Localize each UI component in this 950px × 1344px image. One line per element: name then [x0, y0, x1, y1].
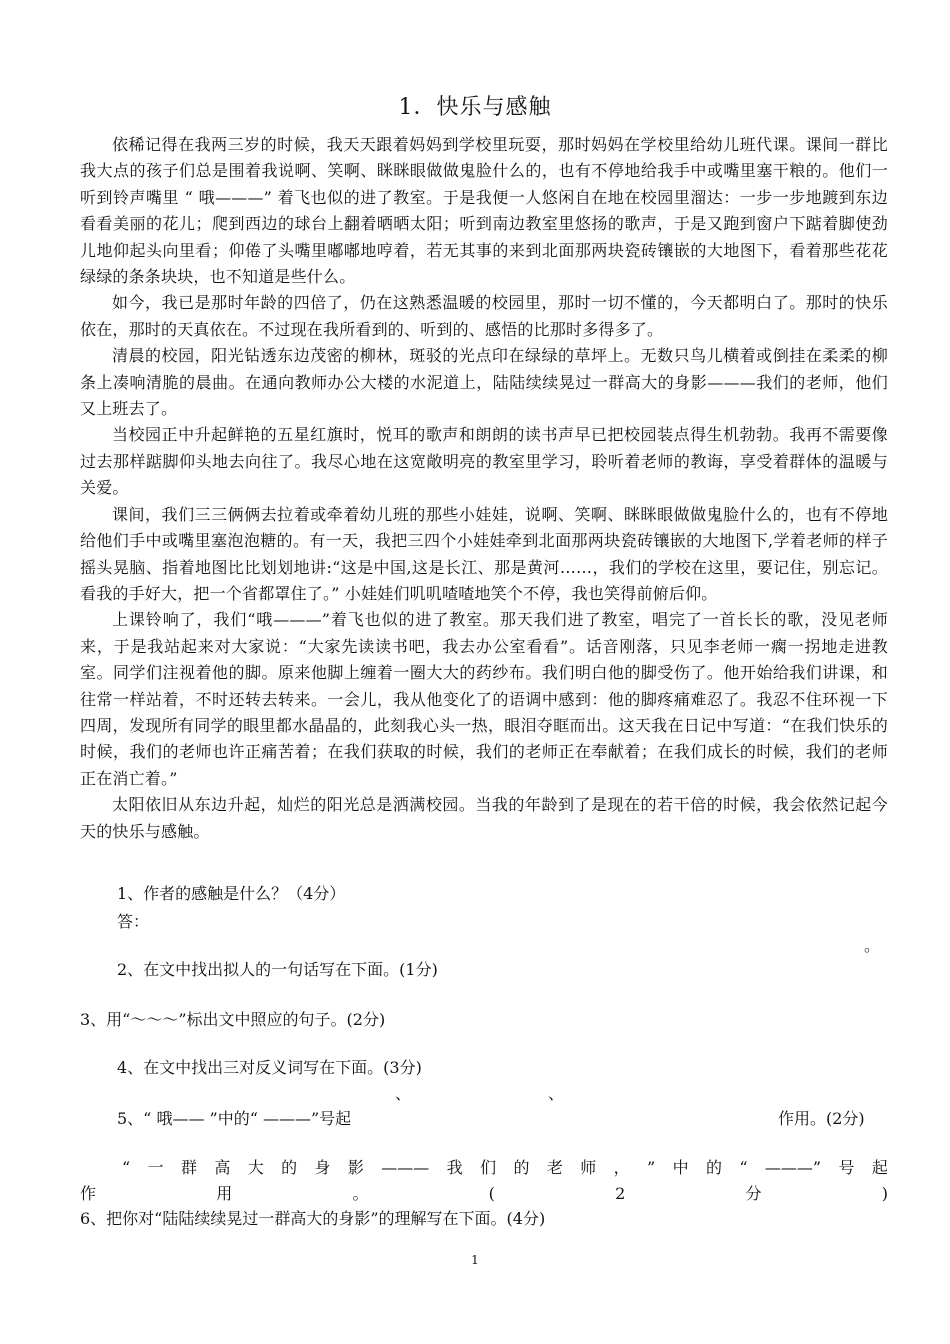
q6-char: 老 — [546, 1158, 563, 1177]
question-7: 6、把你对“陆陆续续晃过一群高大的身影”的理解写在下面。(4分) — [80, 1209, 546, 1228]
article-body — [80, 132, 888, 845]
question-6-line-1 — [80, 1155, 888, 1181]
page-title: 1．快乐与感触 — [398, 95, 552, 120]
q6-char: 大 — [247, 1158, 264, 1177]
question-6-line-2 — [80, 1181, 888, 1207]
q6-char: 我 — [446, 1158, 463, 1177]
page-number: 1 — [471, 1253, 479, 1267]
paragraph: 依稀记得在我两三岁的时候，我天天跟着妈妈到学校里玩耍，那时妈妈在学校里给幼儿班代课。课间一群比我大点的孩子们总是围着我说啊、笑啊、眯眯眼做做鬼脸什么的，也有不停地给我手中或嘴里塞干粮的。他们一听到铃声嘴里 “ 哦———” 着飞也似的进了教室。于是我便一人悠闲自在地在校园里溜达：一步一步地踱到东边看看美丽的花儿；爬到西边的球台上翻着晒晒太阳；听到南边教室里悠扬的歌声，于是又跑到窗户下踮着脚使劲儿地仰起头向里看；仰倦了头嘴里嘟嘟地哼着，若无其事的来到北面那两块瓷砖镶嵌的大地图下，看着那些花花绿绿的条条块块，也不知道是些什么。 — [80, 135, 888, 287]
question-6-block — [80, 1155, 888, 1207]
q6-char: ) — [881, 1184, 888, 1203]
question-4: 4、在文中找出三对反义词写在下面。(3分) — [117, 1058, 422, 1077]
q6-char: “ — [122, 1158, 131, 1177]
question-3: 3、用“～～～”标出文中照应的句子。(2分) — [80, 1010, 386, 1029]
q6-char: 。 — [352, 1184, 369, 1203]
paragraph: 上课铃响了，我们“哦———”着飞也似的进了教室。那天我们进了教室，唱完了一首长长的歌，没见老师来，于是我站起来对大家说：“大家先读读书吧，我去办公室看看”。话音刚落，只见李老师一瘸一拐地走进教室。同学们注视着他的脚。原来他脚上缠着一圈大大的药纱布。我们明白他的脚受伤了。他开始给我们讲课，和往常一样站着，不时还转去转来。一会儿，我从他变化了的语调中感到：他的脚疼痛难忍了。我忍不住环视一下四周，发现所有同学的眼里都水晶晶的，此刻我心头一热，眼泪夺眶而出。这天我在日记中写道：“在我们快乐的时候，我们的老师也许正痛苦着；在我们获取的时候，我们的老师正在奉献着；在我们成长的时候，我们的老师正在消亡着。” — [80, 610, 888, 788]
paragraph: 如今，我已是那时年龄的四倍了，仍在这熟悉温暖的校园里，那时一切不懂的，今天都明白了。那时的快乐依在，那时的天真依在。不过现在我所看到的、听到的、感悟的比那时多得多了。 — [80, 293, 888, 339]
q6-char: “ — [739, 1158, 748, 1177]
q6-char: 群 — [180, 1158, 197, 1177]
paragraph: 清晨的校园，阳光钻透东边茂密的柳林，斑驳的光点印在绿绿的草坪上。无数只鸟儿横着或倒挂在柔柔的柳条上凑响清脆的晨曲。在通向教师办公大楼的水泥道上，陆陆续续晃过一群高大的身影———我们的老师，他们又上班去了。 — [80, 346, 888, 419]
q6-char: 用 — [216, 1184, 233, 1203]
answer-label: 答： — [117, 912, 150, 931]
answer-period: 。 — [864, 936, 881, 955]
q6-char: 身 — [314, 1158, 331, 1177]
q6-char: ” — [647, 1158, 656, 1177]
question-2: 2、在文中找出拟人的一句话写在下面。(1分) — [117, 960, 438, 979]
q6-char: 的 — [513, 1158, 530, 1177]
q6-char: 们 — [480, 1158, 497, 1177]
q6-char: 2 — [615, 1184, 626, 1203]
q6-char: 的 — [281, 1158, 298, 1177]
q6-char: 中 — [672, 1158, 689, 1177]
answer-separator: 、 — [548, 1084, 565, 1103]
q6-char: ——— — [381, 1158, 430, 1177]
q6-char: 分 — [745, 1184, 762, 1203]
q6-char: 号 — [838, 1158, 855, 1177]
q6-char: 高 — [214, 1158, 231, 1177]
q6-char: ， — [613, 1158, 630, 1177]
q6-char: 作 — [80, 1184, 97, 1203]
answer-separator: 、 — [395, 1084, 412, 1103]
paragraph: 课间，我们三三俩俩去拉着或牵着幼儿班的那些小娃娃，说啊、笑啊、眯眯眼做做鬼脸什么的，也有不停地给他们手中或嘴里塞泡泡糖的。有一天，我把三四个小娃娃牵到北面那两块瓷砖镶嵌的大地图下,学着老师的样子摇头晃脑、指着地图比比划划地讲:“这是中国,这是长江、那是黄河……，我们的学校在这里，要记住，别忘记。看我的手好大，把一个省都罩住了。” 小娃娃们叽叽喳喳地笑个不停，我也笑得前俯后仰。 — [80, 504, 888, 603]
q6-char: 影 — [347, 1158, 364, 1177]
question-5: 5、“ 哦—— ”中的“ ———”号起 — [117, 1109, 352, 1128]
q6-char: 起 — [871, 1158, 888, 1177]
q6-char: 一 — [147, 1158, 164, 1177]
paragraph: 当校园正中升起鲜艳的五星红旗时，悦耳的歌声和朗朗的读书声早已把校园装点得生机勃勃。我再不需要像过去那样踮脚仰头地去向往了。我尽心地在这宽敞明亮的教室里学习，聆听着老师的教诲，享受着群体的温暖与关爱。 — [80, 425, 888, 498]
q6-char: 的 — [705, 1158, 722, 1177]
question-5-tail: 作用。(2分) — [778, 1109, 865, 1128]
paragraph: 太阳依旧从东边升起，灿烂的阳光总是洒满校园。当我的年龄到了是现在的若干倍的时候，我会依然记起今天的快乐与感触。 — [80, 795, 888, 841]
q6-char: 师 — [580, 1158, 597, 1177]
q6-char: ———” — [764, 1158, 822, 1177]
q6-char: ( — [488, 1184, 495, 1203]
question-1: 1、作者的感触是什么？（4分） — [117, 884, 346, 903]
